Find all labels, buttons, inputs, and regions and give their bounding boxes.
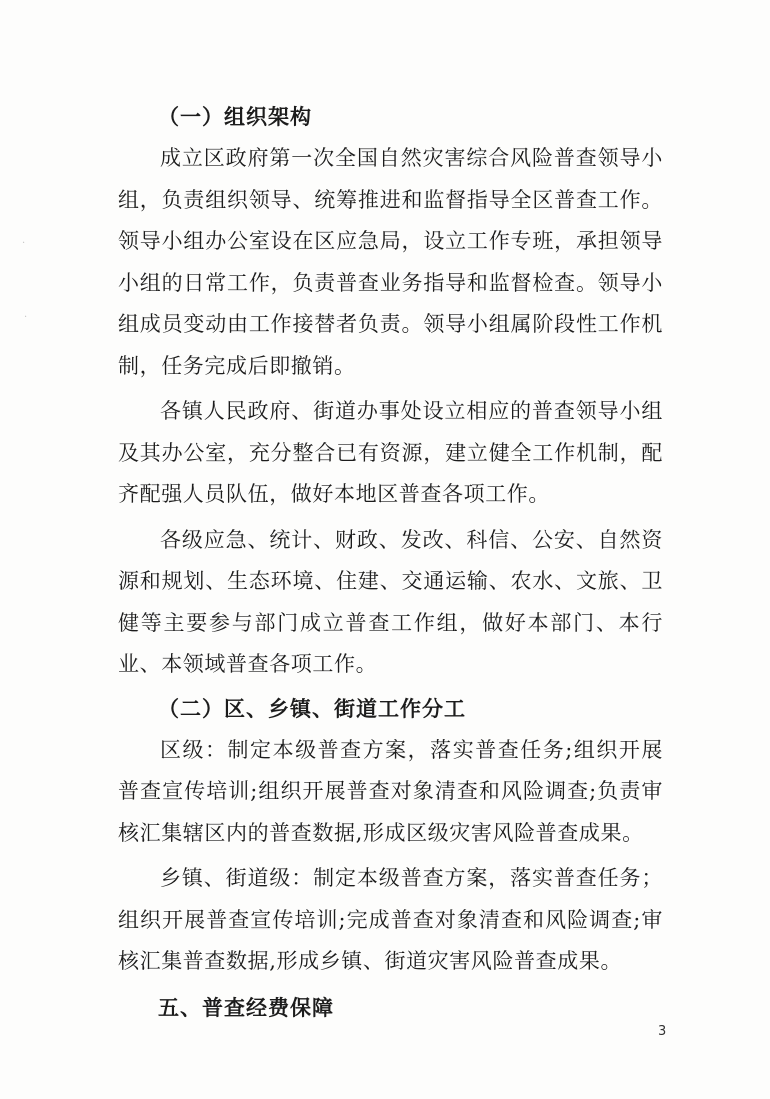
section-organization — [118, 98, 663, 686]
paragraph: 成立区政府第一次全国自然灾害综合风险普查领导小组，负责组织领导、统筹推进和监督指导全区普查工作。领导小组办公室设在区应急局，设立工作专班，承担领导小组的日常工作，负责普查业务指导和监督检查。领导小组成员变动由工作接替者负责。领导小组属阶段性工作机制，任务完成后即撤销。 — [118, 146, 663, 378]
section-division-of-work — [118, 690, 663, 983]
paragraph: 区级：制定本级普查方案，落实普查任务;组织开展普查宣传培训;组织开展普查对象清查和风险调查;负责审核汇集辖区内的普查数据,形成区级灾害风险普查成果。 — [118, 737, 663, 845]
section-heading: （一）组织架构 — [158, 104, 312, 129]
scan-speck: · — [22, 238, 26, 249]
paragraph: 各级应急、统计、财政、发改、科信、公安、自然资源和规划、生态环境、住建、交通运输、农水、文旅、卫健等主要参与部门成立普查工作组，做好本部门、本行业、本领域普查各项工作。 — [118, 527, 663, 676]
paragraph: 乡镇、街道级：制定本级普查方案，落实普查任务；组织开展普查宣传培训;完成普查对象清查和风险调查;审核汇集普查数据,形成乡镇、街道灾害风险普查成果。 — [118, 866, 663, 973]
paragraph: 各镇人民政府、街道办事处设立相应的普查领导小组及其办公室，充分整合已有资源，建立健全工作机制，配齐配强人员队伍，做好本地区普查各项工作。 — [118, 399, 663, 506]
next-section-title: 五、普查经费保障 — [158, 994, 334, 1020]
scan-speck: · — [24, 312, 28, 323]
section-heading: （二）区、乡镇、街道工作分工 — [158, 695, 466, 721]
document-body — [118, 98, 663, 1028]
page-number: 3 — [658, 1024, 667, 1039]
